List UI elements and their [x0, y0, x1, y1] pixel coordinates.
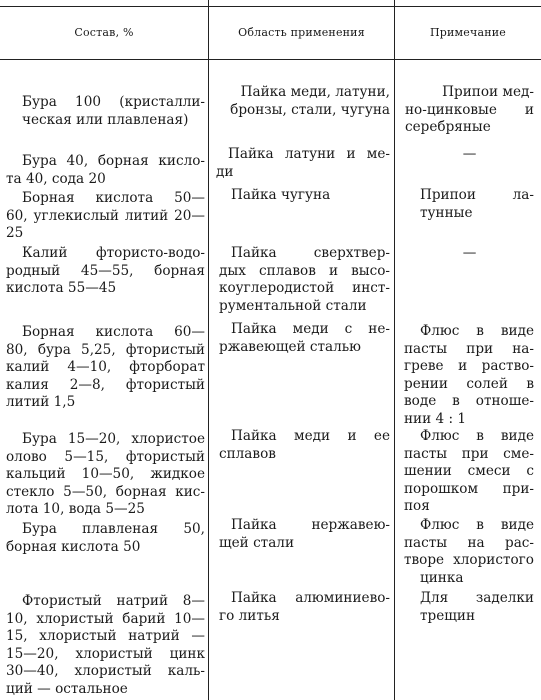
row-2-application: Пайка латуни и ме- ди [216, 146, 390, 180]
row-3-application: Пайка чугуна [231, 187, 331, 203]
row-1-note: Припои мед- но-цинковые и серебряные [405, 84, 534, 135]
row-4-note: — [462, 245, 477, 261]
row-4-composition: Калий фтористо-водо- родный 45—55, борная кислота 55—45 [6, 245, 205, 296]
row-3-note: Припои ла- тунные [420, 187, 534, 221]
row-5-composition: Борная кислота 60— 80, бура 5,25, фтористый калий 4—10, фторборат калия 2—8, фтористый литий 1,5 [6, 324, 205, 410]
row-5-application: Пайка меди с не- ржавеющей сталью [219, 321, 390, 355]
row-8-composition: Фтористый натрий 8— 10, хлористый барий 10— 15, хлористый натрий — 15—20, хлористый цинк 30—40, хлористый каль- ций — остальное [6, 593, 205, 697]
row-5-note: Флюс в виде пасты при на- греве и раство- рении солей в воде в отноше- нии 4 : 1 [404, 323, 534, 427]
row-6-composition: Бура 15—20, хлористое олово 5—15, фтористый кальций 10—50, жидкое стекло 5—50, борная кис- лота 10, вода 5—25 [6, 431, 205, 517]
row-3-composition: Борная кислота 50— 60, углекислый литий 20— 25 [6, 190, 205, 241]
row-6-note: Флюс в виде пасты при сме- шении смеси с порошком при- поя [404, 428, 534, 514]
header-application: Область применения [238, 26, 365, 39]
row-8-application: Пайка алюминиево- го литья [219, 590, 390, 624]
header-bottom-rule [0, 59, 541, 60]
row-2-composition: Бура 40, борная кисло- та 40, сода 20 [6, 153, 205, 187]
row-8-note: Для заделки трещин [420, 590, 534, 624]
row-6-application: Пайка меди и ее сплавов [219, 428, 390, 462]
row-2-note: — [462, 146, 477, 162]
header-note: Примечание [429, 26, 507, 39]
row-7-note: Флюс в виде пасты на рас- творе хлористого цинка [404, 517, 534, 586]
column-divider-2 [394, 0, 395, 700]
row-1-application: Пайка меди, латуни, бронзы, стали, чугуна [230, 84, 390, 118]
row-7-composition: Бура плавленая 50, борная кислота 50 [6, 521, 205, 555]
header-top-rule [0, 6, 541, 7]
row-1-composition: Бура 100 (кристалли- ческая или плавленая) [22, 94, 205, 128]
column-divider-1 [208, 0, 209, 700]
row-4-application: Пайка сверхтвер- дых сплавов и высо- коуглеродистой инст- рументальной стали [219, 245, 390, 314]
header-composition: Состав, % [74, 26, 134, 39]
row-7-application: Пайка нержавею- щей стали [219, 517, 390, 551]
